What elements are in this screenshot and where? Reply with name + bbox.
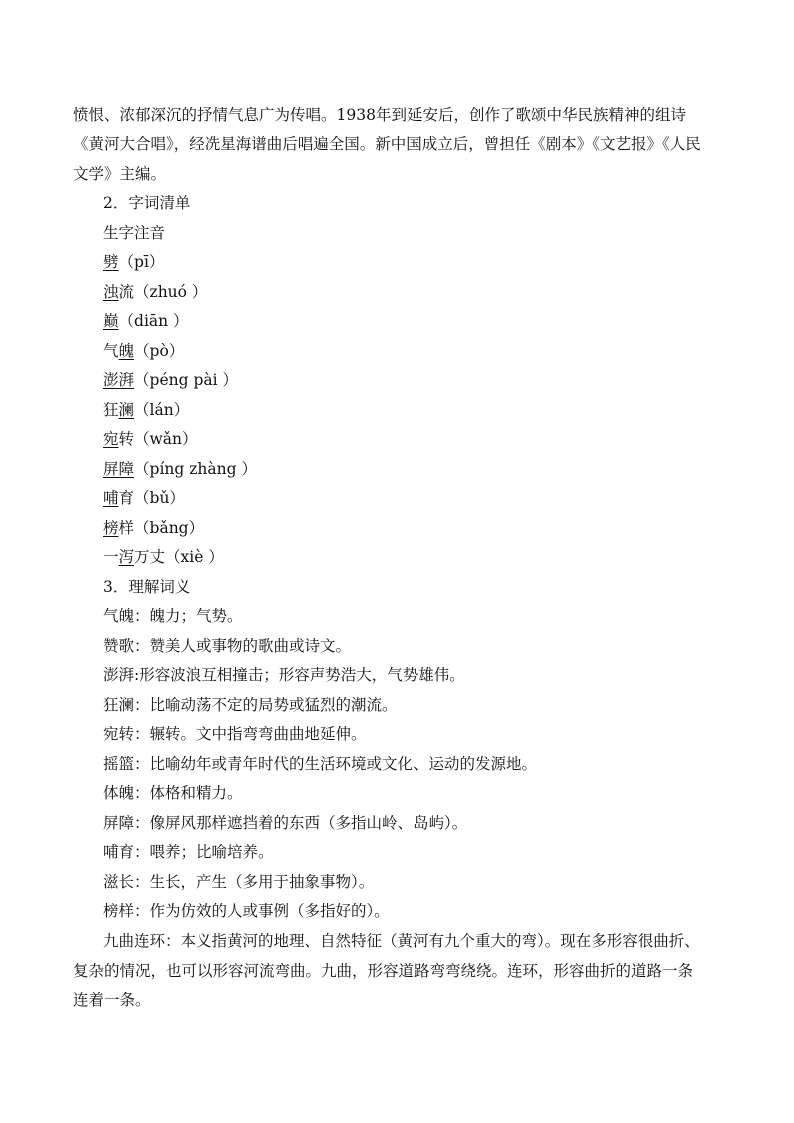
word-prefix: 狂 <box>103 400 119 419</box>
section-2-title: 2．字词清单 <box>103 194 191 212</box>
word-pinyin: （bǔ） <box>134 489 185 507</box>
word-underlined: 浊 <box>103 282 119 301</box>
word-entry <box>103 425 198 455</box>
definition-item: 滋长：生长，产生（多用于抽象事物）。 <box>103 872 375 891</box>
word-underlined: 澜 <box>118 400 135 419</box>
definition-item: 澎湃:形容波浪互相撞击；形容声势浩大，气势雄伟。 <box>103 666 465 684</box>
jiuqu-line-2: 复杂的情况，也可以形容河流弯曲。九曲，形容道路弯弯绕绕。连环，形容曲折的道路一条 <box>73 962 694 980</box>
word-pinyin: （lán） <box>134 400 190 419</box>
word-suffix: 转 <box>118 430 135 448</box>
word-entry <box>103 337 184 367</box>
word-prefix: 气 <box>103 341 119 360</box>
word-entry <box>103 307 189 337</box>
word-underlined: 巅 <box>103 312 119 330</box>
word-entry <box>103 278 207 308</box>
word-pinyin: （xiè ） <box>165 548 224 566</box>
definition-item: 摇篮：比喻幼年或青年时代的生活环境或文化、运动的发源地。 <box>103 754 538 773</box>
word-underlined: 哺 <box>103 489 119 507</box>
section-2-subtitle: 生字注音 <box>103 224 166 242</box>
word-entry <box>103 543 224 573</box>
word-underlined: 魄 <box>118 341 135 360</box>
section-3-title: 3．理解词义 <box>103 578 191 596</box>
word-entry <box>103 514 204 544</box>
intro-line-3: 文学》主编。 <box>73 165 167 183</box>
definition-item: 哺育：喂养；比喻培养。 <box>103 843 274 861</box>
definition-item: 狂澜：比喻动荡不定的局势或猛烈的潮流。 <box>103 695 398 714</box>
intro-line-1: 愤恨、浓郁深沉的抒情气息广为传唱。1938年到延安后，创作了歌颂中华民族精神的组诗 <box>73 106 686 124</box>
word-underlined: 泻 <box>118 548 135 566</box>
definition-item: 榜样：作为仿效的人或事例（多指好的）。 <box>103 902 390 920</box>
jiuqu-line-3: 连着一条。 <box>73 991 151 1009</box>
word-underlined: 屏障 <box>103 459 135 478</box>
word-prefix: 一 <box>103 548 119 566</box>
word-pinyin: （pò） <box>134 341 185 360</box>
definition-item: 赞歌：赞美人或事物的歌曲或诗文。 <box>103 636 352 655</box>
word-underlined: 劈 <box>103 253 119 271</box>
word-pinyin: （bǎng） <box>134 518 205 537</box>
word-underlined: 榜 <box>103 518 119 537</box>
word-suffix: 样 <box>118 518 135 537</box>
intro-line-2: 《黄河大合唱》，经冼星海谱曲后唱遍全国。新中国成立后，曾担任《剧本》《文艺报》《人民 <box>73 135 701 153</box>
word-suffix: 流 <box>118 282 135 301</box>
definition-item: 宛转：辗转。文中指弯弯曲曲地延伸。 <box>103 725 367 743</box>
word-suffix: 育 <box>118 489 135 507</box>
word-entry <box>103 396 189 426</box>
word-pinyin: （zhuó ） <box>134 282 208 301</box>
definition-item: 屏障：像屏风那样遮挡着的东西（多指山岭、岛屿）。 <box>103 813 468 832</box>
word-underlined: 澎湃 <box>103 371 135 389</box>
word-suffix: 万丈 <box>134 548 166 566</box>
definition-item: 体魄：体格和精力。 <box>103 784 243 802</box>
jiuqu-line-1: 九曲连环：本义指黄河的地理、自然特征（黄河有九个重大的弯）。现在多形容很曲折、 <box>103 932 700 950</box>
word-entry <box>103 248 164 278</box>
word-pinyin: （wǎn） <box>134 430 198 448</box>
word-entry <box>103 366 238 396</box>
word-entry <box>103 455 257 485</box>
word-pinyin: （péng pài ） <box>134 371 238 389</box>
definition-item: 气魄：魄力；气势。 <box>103 607 243 625</box>
word-pinyin: （píng zhàng ） <box>134 459 257 478</box>
word-underlined: 宛 <box>103 430 119 448</box>
word-entry <box>103 484 185 514</box>
word-pinyin: （pī） <box>118 253 165 271</box>
word-pinyin: （diān ） <box>118 312 189 330</box>
